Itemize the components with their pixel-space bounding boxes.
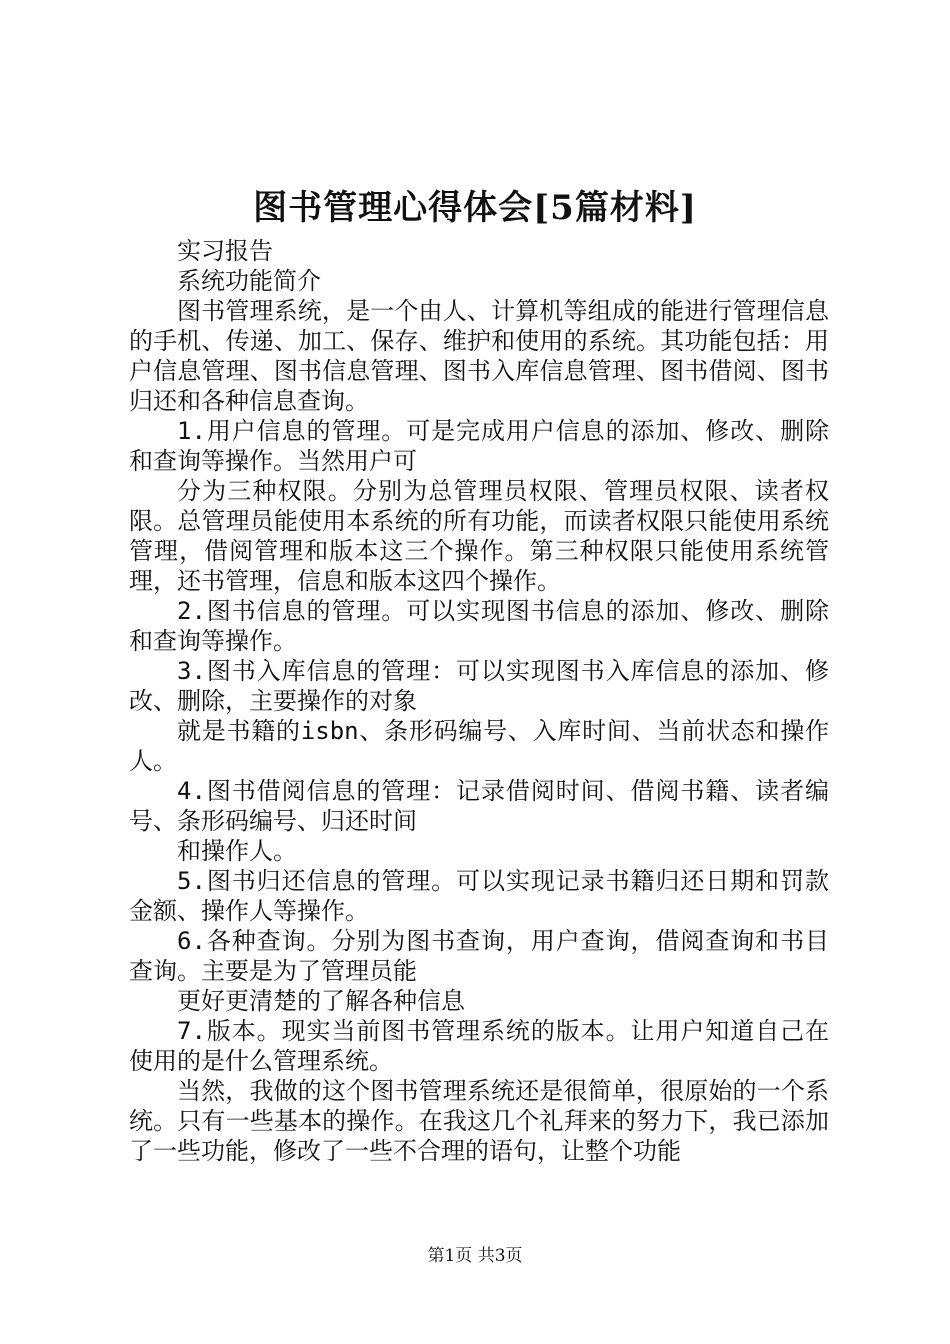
page-footer: 第1页 共3页	[427, 1246, 523, 1266]
paragraph-8: 就是书籍的isbn、条形码编号、入库时间、当前状态和操作人。	[129, 717, 829, 775]
paragraph-10: 和操作人。	[177, 837, 297, 865]
paragraph-7: 3.图书入库信息的管理：可以实现图书入库信息的添加、修改、删除，主要操作的对象	[129, 657, 829, 715]
paragraph-5: 分为三种权限。分别为总管理员权限、管理员权限、读者权限。总管理员能使用本系统的所有功能，而读者权限只能使用系统管理，借阅管理和版本这三个操作。第三种权限只能使用系统管理，还书管理，信息和版本这四个操作。	[129, 477, 829, 595]
paragraph-2: 系统功能简介	[177, 267, 321, 295]
document-title: 图书管理心得体会[5篇材料]	[253, 188, 697, 228]
paragraph-6: 2.图书信息的管理。可以实现图书信息的添加、修改、删除和查询等操作。	[129, 597, 829, 655]
paragraph-15: 当然，我做的这个图书管理系统还是很简单，很原始的一个系统。只有一些基本的操作。在我这几个礼拜来的努力下，我已添加了一些功能，修改了一些不合理的语句，让整个功能	[129, 1077, 829, 1165]
paragraph-4: 1.用户信息的管理。可是完成用户信息的添加、修改、删除和查询等操作。当然用户可	[129, 417, 829, 475]
paragraph-12: 6.各种查询。分别为图书查询，用户查询，借阅查询和书目查询。主要是为了管理员能	[129, 927, 829, 985]
paragraph-11: 5.图书归还信息的管理。可以实现记录书籍归还日期和罚款金额、操作人等操作。	[129, 867, 829, 925]
paragraph-1: 实习报告	[177, 237, 273, 265]
paragraph-3: 图书管理系统，是一个由人、计算机等组成的能进行管理信息的手机、传递、加工、保存、维护和使用的系统。其功能包括：用户信息管理、图书信息管理、图书入库信息管理、图书借阅、图书归还和各种信息查询。	[129, 297, 829, 415]
paragraph-9: 4.图书借阅信息的管理：记录借阅时间、借阅书籍、读者编号、条形码编号、归还时间	[129, 777, 829, 835]
paragraph-13: 更好更清楚的了解各种信息	[177, 987, 465, 1015]
paragraph-14: 7.版本。现实当前图书管理系统的版本。让用户知道自己在使用的是什么管理系统。	[129, 1017, 829, 1075]
document-body	[129, 236, 829, 1166]
